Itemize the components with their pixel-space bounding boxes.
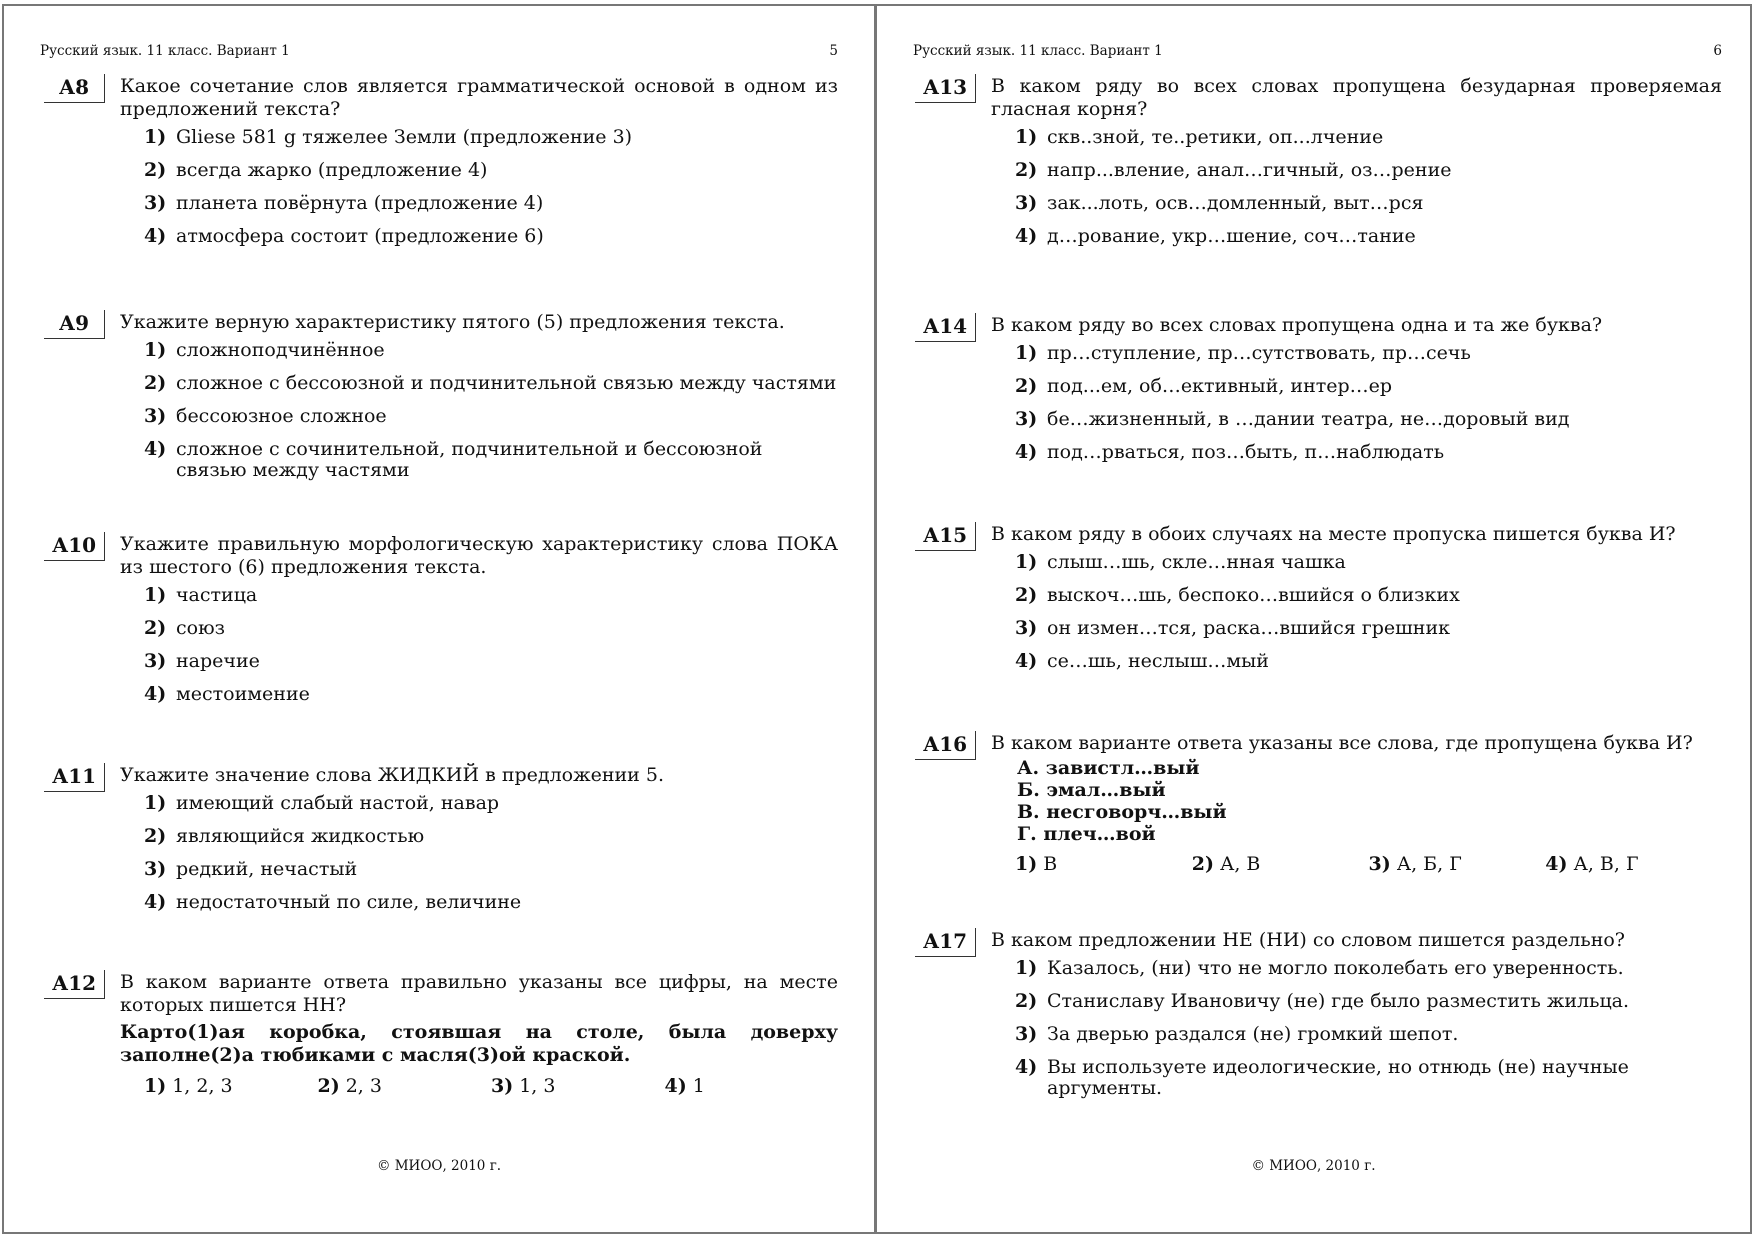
answer-option: [144, 585, 838, 606]
option-number: 3): [144, 858, 167, 880]
option-number: 3): [1015, 617, 1038, 639]
answer-options: [144, 127, 838, 247]
answer-option: [1015, 958, 1722, 979]
answer-option: [144, 373, 838, 394]
option-number: 2): [144, 159, 167, 181]
task-a14: [915, 313, 1722, 475]
task-question: В каком предложении НЕ (НИ) со словом пишется раздельно?: [991, 929, 1625, 951]
task-question: В каком ряду в обоих случаях на месте пропуска пишется буква И?: [991, 523, 1676, 545]
answer-option: [144, 193, 838, 214]
option-number: 4): [1015, 225, 1038, 247]
task-code: А11: [44, 763, 105, 792]
answer-option: [1015, 651, 1722, 672]
task-code: А12: [44, 970, 105, 999]
option-number: 3): [1015, 1023, 1038, 1045]
option-number: 4): [144, 438, 167, 460]
option-text: зак...лоть, осв…домленный, выт…рся: [1047, 192, 1424, 214]
option-number: 3): [144, 405, 167, 427]
option-text: Станиславу Ивановичу (не) где было разместить жильца.: [1047, 990, 1630, 1012]
answer-option: [1015, 1024, 1722, 1045]
option-text: напр...вление, анал…гичный, оз…рение: [1047, 159, 1452, 181]
option-text: Gliese 581 g тяжелее Земли (предложение 3): [176, 126, 633, 148]
option-text: редкий, нечастый: [176, 858, 358, 880]
task-question: Какое сочетание слов является грамматической основой в одном из предложений текста?: [120, 75, 838, 120]
answer-option: [1015, 409, 1722, 430]
page-number: 5: [829, 43, 838, 59]
right-page: [876, 4, 1752, 1234]
option-text: 1, 2, 3: [172, 1075, 233, 1097]
option-text: под…рваться, поз…быть, п…наблюдать: [1047, 441, 1445, 463]
task-question: Укажите значение слова ЖИДКИЙ в предложении 5.: [120, 764, 664, 786]
word-item: Г. плеч…вой: [1017, 823, 1156, 845]
answer-option: [1015, 853, 1192, 875]
answer-options: [144, 793, 838, 913]
answer-option: [1015, 1057, 1722, 1099]
answer-option: [144, 892, 838, 913]
running-header: [913, 43, 1722, 59]
option-text: частица: [176, 584, 258, 606]
option-number: 3): [1015, 192, 1038, 214]
option-text: имеющий слабый настой, навар: [176, 792, 500, 814]
option-number: 1): [1015, 853, 1038, 875]
option-number: 4): [144, 225, 167, 247]
option-text: выскоч…шь, беспоко…вшийся о близких: [1047, 584, 1460, 606]
answer-options: [1015, 853, 1722, 875]
option-number: 3): [1368, 853, 1391, 875]
answer-option: [1015, 991, 1722, 1012]
task-question: Укажите правильную морфологическую характеристику слова ПОКА из шестого (6) предложения текста.: [120, 533, 838, 578]
task-code: А8: [44, 74, 105, 103]
task-question: В каком варианте ответа указаны все слова, где пропущена буква И?: [991, 732, 1693, 754]
option-number: 1): [1015, 126, 1038, 148]
option-number: 2): [1191, 853, 1214, 875]
option-number: 1): [1015, 342, 1038, 364]
option-text: он измен…тся, раска…вшийся грешник: [1047, 617, 1450, 639]
option-text: пр…ступление, пр…сутствовать, пр…сечь: [1047, 342, 1471, 364]
option-text: 1, 3: [519, 1075, 556, 1097]
option-number: 1): [144, 126, 167, 148]
option-text: местоимение: [176, 683, 310, 705]
answer-option: [1192, 853, 1369, 875]
running-header: [40, 43, 838, 59]
option-text: се…шь, неслыш…мый: [1047, 650, 1269, 672]
answer-option: [1015, 552, 1722, 573]
task-a9: [44, 310, 838, 493]
answer-option: [144, 406, 838, 427]
option-number: 3): [144, 650, 167, 672]
answer-option: [144, 160, 838, 181]
option-number: 1): [144, 792, 167, 814]
option-number: 4): [1015, 650, 1038, 672]
task-a8: [44, 74, 838, 259]
option-number: 4): [1545, 853, 1568, 875]
option-text: В: [1043, 853, 1058, 875]
task-code: А17: [915, 928, 976, 957]
task-a13: [915, 74, 1722, 259]
option-text: под...ем, об…ективный, интер…ер: [1047, 375, 1393, 397]
answer-options: [1015, 343, 1722, 463]
task-a11: [44, 763, 838, 925]
answer-option: [144, 226, 838, 247]
option-text: скв..зной, те..ретики, оп...лчение: [1047, 126, 1384, 148]
header-title: Русский язык. 11 класс. Вариант 1: [40, 43, 290, 59]
option-text: А, В, Г: [1573, 853, 1639, 875]
answer-option: [1015, 193, 1722, 214]
task-question: Укажите верную характеристику пятого (5) предложения текста.: [120, 311, 785, 333]
option-number: 1): [144, 1075, 167, 1097]
answer-option: [1015, 618, 1722, 639]
answer-options: [144, 585, 838, 705]
answer-options: [144, 340, 838, 481]
task-code: А13: [915, 74, 976, 103]
task-question: В каком ряду во всех словах пропущена безударная проверяемая гласная корня?: [991, 75, 1722, 120]
task-a15: [915, 522, 1722, 684]
answer-options: [1015, 552, 1722, 672]
option-text: 1: [692, 1075, 705, 1097]
left-page: [2, 4, 876, 1234]
page-footer: © МИОО, 2010 г.: [376, 1158, 502, 1174]
option-number: 2): [1015, 159, 1038, 181]
answer-option: [144, 1075, 318, 1097]
option-number: 2): [1015, 990, 1038, 1012]
answer-option: [144, 439, 838, 481]
task-a16: [915, 731, 1722, 875]
option-number: 2): [317, 1075, 340, 1097]
word-list: [1017, 757, 1722, 845]
option-number: 1): [144, 339, 167, 361]
option-text: атмосфера состоит (предложение 6): [176, 225, 544, 247]
task-code: А9: [44, 310, 105, 339]
option-number: 4): [144, 683, 167, 705]
option-text: слыш…шь, скле…нная чашка: [1047, 551, 1346, 573]
task-code: А16: [915, 731, 976, 760]
option-number: 2): [144, 617, 167, 639]
option-text: союз: [176, 617, 225, 639]
answer-option: [144, 127, 838, 148]
task-a10: [44, 532, 838, 717]
option-number: 3): [491, 1075, 514, 1097]
answer-option: [491, 1075, 665, 1097]
answer-option: [1015, 585, 1722, 606]
answer-option: [1015, 226, 1722, 247]
option-number: 2): [144, 825, 167, 847]
task-a17: [915, 928, 1722, 1111]
answer-option: [144, 826, 838, 847]
option-number: 2): [1015, 584, 1038, 606]
page-number: 6: [1713, 43, 1722, 59]
option-text: недостаточный по силе, величине: [176, 891, 522, 913]
option-number: 1): [1015, 957, 1038, 979]
answer-option: [144, 684, 838, 705]
header-title: Русский язык. 11 класс. Вариант 1: [913, 43, 1163, 59]
option-number: 3): [1015, 408, 1038, 430]
answer-option: [1545, 853, 1722, 875]
option-text: 2, 3: [345, 1075, 382, 1097]
option-text: бе…жизненный, в …дании театра, не…доровый вид: [1047, 408, 1570, 430]
option-text: Казалось, (ни) что не могло поколебать его уверенность.: [1047, 957, 1624, 979]
answer-option: [1015, 160, 1722, 181]
task-code: А10: [44, 532, 105, 561]
option-number: 1): [1015, 551, 1038, 573]
answer-option: [144, 651, 838, 672]
task-sentence: Карто(1)ая коробка, стоявшая на столе, была доверху заполне(2)а тюбиками с масля(3)ой краской.: [120, 1021, 838, 1066]
option-text: А, Б, Г: [1396, 853, 1462, 875]
answer-option: [1015, 343, 1722, 364]
answer-option: [318, 1075, 492, 1097]
answer-options: [1015, 127, 1722, 247]
task-question: В каком ряду во всех словах пропущена одна и та же буква?: [991, 314, 1603, 336]
option-number: 3): [144, 192, 167, 214]
option-text: д…рование, укр…шение, соч…тание: [1047, 225, 1416, 247]
task-code: А14: [915, 313, 976, 342]
answer-options: [1015, 958, 1722, 1099]
option-number: 4): [1015, 441, 1038, 463]
option-number: 4): [144, 891, 167, 913]
answer-option: [1015, 442, 1722, 463]
answer-option: [144, 859, 838, 880]
task-a12: [44, 970, 838, 1097]
option-number: 4): [1015, 1056, 1038, 1078]
answer-option: [144, 618, 838, 639]
option-text: сложное с сочинительной, подчинительной и бессоюзной связью между частями: [176, 438, 763, 481]
option-number: 1): [144, 584, 167, 606]
word-item: В. несговорч…вый: [1017, 801, 1227, 823]
answer-option: [1015, 127, 1722, 148]
page-footer: © МИОО, 2010 г.: [1251, 1158, 1376, 1174]
option-text: наречие: [176, 650, 260, 672]
task-code: А15: [915, 522, 976, 551]
answer-options: [144, 1075, 838, 1097]
option-text: являющийся жидкостью: [176, 825, 425, 847]
answer-option: [665, 1075, 839, 1097]
option-number: 2): [1015, 375, 1038, 397]
task-question: В каком варианте ответа правильно указаны все цифры, на месте которых пишется НН?: [120, 971, 838, 1016]
option-text: А, В: [1219, 853, 1261, 875]
option-number: 4): [664, 1075, 687, 1097]
option-text: сложное с бессоюзной и подчинительной связью между частями: [176, 372, 837, 394]
word-item: Б. эмал…вый: [1017, 779, 1166, 801]
option-number: 2): [144, 372, 167, 394]
option-text: Вы используете идеологические, но отнюдь (не) научные аргументы.: [1047, 1056, 1629, 1099]
answer-option: [1015, 376, 1722, 397]
answer-option: [144, 340, 838, 361]
option-text: За дверью раздался (не) громкий шепот.: [1047, 1023, 1459, 1045]
word-item: А. завистл…вый: [1017, 757, 1200, 779]
option-text: сложноподчинённое: [176, 339, 385, 361]
option-text: бессоюзное сложное: [176, 405, 387, 427]
answer-option: [1369, 853, 1546, 875]
option-text: всегда жарко (предложение 4): [176, 159, 488, 181]
option-text: планета повёрнута (предложение 4): [176, 192, 544, 214]
answer-option: [144, 793, 838, 814]
